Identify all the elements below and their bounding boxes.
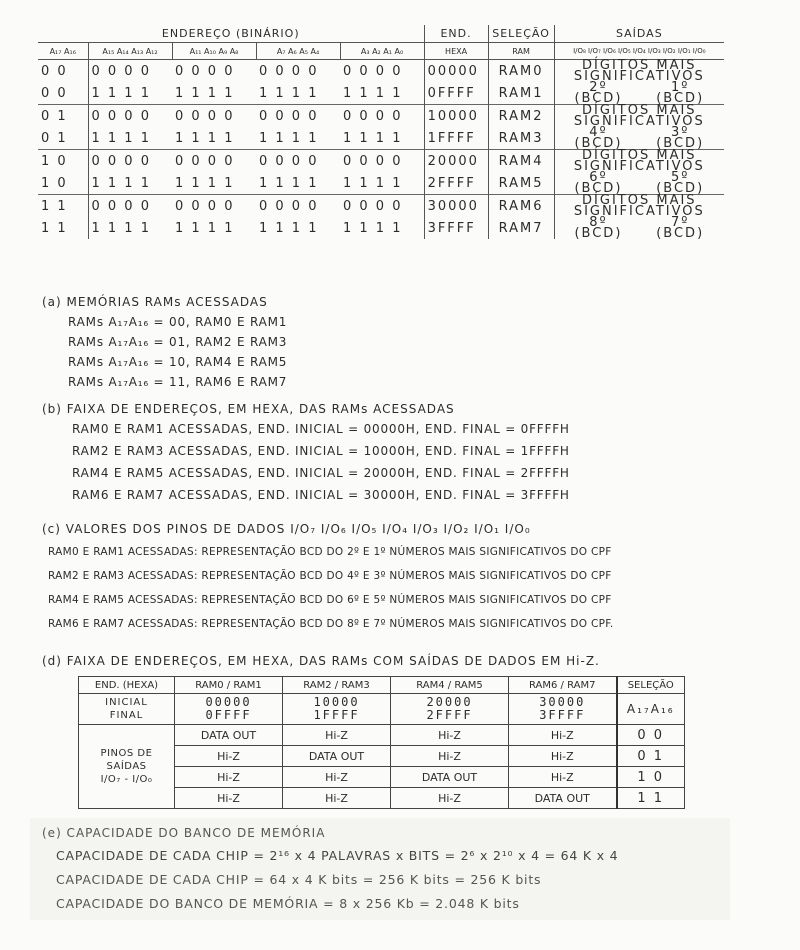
hex-address: 2FFFF <box>424 172 488 195</box>
addr-bits: 0 0 0 0 <box>172 105 256 128</box>
table-cell: DATA OUT <box>175 725 283 746</box>
digit-a: 4º <box>589 125 608 140</box>
addr-bits: 0 0 0 0 <box>340 195 424 218</box>
section-a-line: RAMs A₁₇A₁₆ = 01, RAM2 E RAM3 <box>68 335 288 349</box>
bcd-label: (BCD) <box>574 226 623 241</box>
selection-value: 0 1 <box>617 746 685 767</box>
addr-bits: 1 1 1 1 <box>175 175 235 191</box>
bcd-label: (BCD) <box>656 181 705 196</box>
ram-label: RAM5 <box>488 172 554 195</box>
addr-final: 0FFFF <box>205 708 252 722</box>
pins-label <box>79 725 175 809</box>
table-cell: DATA OUT <box>509 788 617 809</box>
addr-final: 1FFFF <box>313 708 360 722</box>
selection-header: A₁₇A₁₆ <box>617 694 685 725</box>
addr-bits: 0 0 0 0 <box>88 195 172 218</box>
output-description <box>554 195 724 240</box>
sub-header-a17-a16: A₁₇ A₁₆ <box>38 43 88 60</box>
table-cell: Hi-Z <box>283 788 391 809</box>
addr-bits: 1 1 1 1 <box>343 85 403 101</box>
section-e-line: CAPACIDADE DO BANCO DE MEMÓRIA = 8 x 256 Kb = 2.048 K bits <box>56 896 520 911</box>
table-cell: Hi-Z <box>391 725 509 746</box>
section-c-line: RAM2 E RAM3 ACESSADAS: REPRESENTAÇÃO BCD DO 4º E 3º NÚMEROS MAIS SIGNIFICATIVOS DO CPF <box>48 570 612 582</box>
sub-header-a7-a4: A₇ A₆ A₅ A₄ <box>256 43 340 60</box>
final-label: FINAL <box>109 710 144 721</box>
digit-a: 6º <box>589 170 608 185</box>
addr-bits: 1 1 1 1 <box>259 175 319 191</box>
pins-label-line: PINOS DE <box>100 748 153 759</box>
digit-a: 2º <box>589 80 608 95</box>
addr-bits: 1 1 1 1 <box>175 130 235 146</box>
addr-bits: 0 0 0 0 <box>172 60 256 83</box>
digit-b: 7º <box>670 215 690 230</box>
address-truth-table <box>38 25 724 239</box>
sub-header-io: I/O₈ I/O₇ I/O₆ I/O₅ I/O₄ I/O₃ I/O₂ I/O₁ I/O₀ <box>554 43 724 60</box>
inicial-label: INICIAL <box>105 697 148 708</box>
section-b-line: RAM0 E RAM1 ACESSADAS, END. INICIAL = 00000H, END. FINAL = 0FFFFH <box>72 422 570 436</box>
addr-bits: 1 1 <box>38 195 88 218</box>
addr-bits: 0 0 0 0 <box>340 60 424 83</box>
addr-bits: 1 1 <box>41 220 68 236</box>
section-e-title: (e) CAPACIDADE DO BANCO DE MEMÓRIA <box>42 826 326 840</box>
header-selecao: SELEÇÃO <box>488 25 554 43</box>
table-cell: Hi-Z <box>175 788 283 809</box>
bcd-label: (BCD) <box>574 136 623 151</box>
section-e-line: CAPACIDADE DE CADA CHIP = 64 x 4 K bits = 256 K bits = 256 K bits <box>56 872 542 887</box>
addr-bits: 1 1 1 1 <box>343 130 403 146</box>
sub-header-ram: RAM <box>488 43 554 60</box>
table-cell: Hi-Z <box>175 746 283 767</box>
hi-z-table <box>78 676 685 809</box>
d-header: RAM4 / RAM5 <box>391 677 509 694</box>
addr-bits: 1 0 <box>41 175 68 191</box>
addr-final: 2FFFF <box>426 708 473 722</box>
d-header: SELEÇÃO <box>617 677 685 694</box>
addr-bits: 0 0 0 0 <box>172 195 256 218</box>
table-cell: Hi-Z <box>283 725 391 746</box>
addr-bits: 0 0 0 0 <box>340 150 424 173</box>
addr-bits: 1 1 1 1 <box>88 82 172 105</box>
hex-address: 1FFFF <box>424 127 488 150</box>
table-cell: Hi-Z <box>509 725 617 746</box>
section-b-line: RAM2 E RAM3 ACESSADAS, END. INICIAL = 10000H, END. FINAL = 1FFFFH <box>72 444 570 458</box>
hex-address: 00000 <box>424 60 488 83</box>
d-header: RAM0 / RAM1 <box>175 677 283 694</box>
digit-b: 1º <box>670 80 690 95</box>
addr-bits: 1 1 1 1 <box>259 220 319 236</box>
section-e-line: CAPACIDADE DE CADA CHIP = 2¹⁶ x 4 PALAVRAS x BITS = 2⁶ x 2¹⁰ x 4 = 64 K x 4 <box>56 848 619 863</box>
sub-header-hexa: HEXA <box>424 43 488 60</box>
table-cell: Hi-Z <box>391 746 509 767</box>
header-end: END. <box>424 25 488 43</box>
bcd-label: (BCD) <box>574 181 623 196</box>
addr-bits: 0 1 <box>41 130 68 146</box>
section-a-line: RAMs A₁₇A₁₆ = 11, RAM6 E RAM7 <box>68 375 288 389</box>
addr-bits: 0 0 0 0 <box>88 60 172 83</box>
table-cell: Hi-Z <box>509 767 617 788</box>
addr-bits: 0 0 0 0 <box>88 105 172 128</box>
section-b-title: (b) FAIXA DE ENDEREÇOS, EM HEXA, DAS RAMs ACESSADAS <box>42 402 455 416</box>
d-header: RAM2 / RAM3 <box>283 677 391 694</box>
header-endereco: ENDEREÇO (BINÁRIO) <box>38 25 424 43</box>
section-a-title: (a) MEMÓRIAS RAMs ACESSADAS <box>42 295 268 309</box>
hex-address: 30000 <box>424 195 488 218</box>
table-cell: Hi-Z <box>509 746 617 767</box>
addr-init: 00000 <box>205 695 252 709</box>
addr-bits: 0 0 <box>38 60 88 83</box>
section-c-line: RAM0 E RAM1 ACESSADAS: REPRESENTAÇÃO BCD DO 2º E 1º NÚMEROS MAIS SIGNIFICATIVOS DO CPF <box>48 546 612 558</box>
hex-address: 20000 <box>424 150 488 173</box>
table-row <box>38 195 724 218</box>
table-row <box>38 150 724 173</box>
output-description <box>554 150 724 195</box>
addr-init: 20000 <box>426 695 473 709</box>
section-b-line: RAM4 E RAM5 ACESSADAS, END. INICIAL = 20000H, END. FINAL = 2FFFFH <box>72 466 570 480</box>
bcd-label: (BCD) <box>656 226 705 241</box>
ram-label: RAM6 <box>488 195 554 218</box>
addr-init: 10000 <box>313 695 360 709</box>
hex-address: 0FFFF <box>424 82 488 105</box>
selection-value: 0 0 <box>617 725 685 746</box>
addr-bits: 0 0 0 0 <box>340 105 424 128</box>
addr-bits: 1 0 <box>38 150 88 173</box>
sub-header-a15-a12: A₁₅ A₁₄ A₁₃ A₁₂ <box>88 43 172 60</box>
addr-bits: 0 1 <box>38 105 88 128</box>
bcd-label: (BCD) <box>574 91 623 106</box>
table-cell: DATA OUT <box>283 746 391 767</box>
output-title: DÍGITOS MAIS SIGNIFICATIVOS <box>573 103 705 129</box>
section-a-line: RAMs A₁₇A₁₆ = 00, RAM0 E RAM1 <box>68 315 288 329</box>
addr-bits: 1 1 1 1 <box>259 130 319 146</box>
ram-label: RAM1 <box>488 82 554 105</box>
addr-bits: 1 1 1 1 <box>175 220 235 236</box>
pins-label-line: SAÍDAS <box>106 761 147 772</box>
digit-a: 8º <box>589 215 608 230</box>
addr-init: 30000 <box>539 695 586 709</box>
addr-bits: 1 1 1 1 <box>259 85 319 101</box>
addr-bits: 0 0 0 0 <box>256 150 340 173</box>
table-row <box>79 725 685 746</box>
d-header: END. (HEXA) <box>79 677 175 694</box>
output-title: DÍGITOS MAIS SIGNIFICATIVOS <box>573 193 705 219</box>
d-header: RAM6 / RAM7 <box>509 677 617 694</box>
addr-bits: 1 1 1 1 <box>88 172 172 195</box>
addr-bits: 0 0 0 0 <box>172 150 256 173</box>
addr-bits: 0 0 0 0 <box>256 195 340 218</box>
ram-label: RAM3 <box>488 127 554 150</box>
table-cell: Hi-Z <box>391 788 509 809</box>
digit-b: 5º <box>670 170 690 185</box>
table-cell: DATA OUT <box>391 767 509 788</box>
addr-bits: 0 0 0 0 <box>256 105 340 128</box>
hex-address: 3FFFF <box>424 217 488 239</box>
sub-header-a3-a0: A₃ A₂ A₁ A₀ <box>340 43 424 60</box>
bcd-label: (BCD) <box>656 136 705 151</box>
addr-bits: 1 1 1 1 <box>175 85 235 101</box>
addr-bits: 1 1 1 1 <box>343 175 403 191</box>
table-cell: Hi-Z <box>283 767 391 788</box>
output-description <box>554 60 724 105</box>
ram-label: RAM7 <box>488 217 554 239</box>
ram-label: RAM2 <box>488 105 554 128</box>
table-cell: Hi-Z <box>175 767 283 788</box>
section-d-title: (d) FAIXA DE ENDEREÇOS, EM HEXA, DAS RAMs COM SAÍDAS DE DADOS EM Hi-Z. <box>42 654 600 668</box>
addr-bits: 0 0 0 0 <box>256 60 340 83</box>
sub-header-a11-a8: A₁₁ A₁₀ A₉ A₈ <box>172 43 256 60</box>
pins-label-line: I/O₇ - I/O₀ <box>100 774 153 785</box>
output-description <box>554 105 724 150</box>
section-b-line: RAM6 E RAM7 ACESSADAS, END. INICIAL = 30000H, END. FINAL = 3FFFFH <box>72 488 570 502</box>
addr-bits: 1 1 1 1 <box>343 220 403 236</box>
ram-label: RAM0 <box>488 60 554 83</box>
section-c-title: (c) VALORES DOS PINOS DE DADOS I/O₇ I/O₆ I/O₅ I/O₄ I/O₃ I/O₂ I/O₁ I/O₀ <box>42 522 531 536</box>
addr-final: 3FFFF <box>539 708 586 722</box>
section-a-line: RAMs A₁₇A₁₆ = 10, RAM4 E RAM5 <box>68 355 288 369</box>
table-row <box>38 60 724 83</box>
addr-bits: 1 1 1 1 <box>88 217 172 239</box>
table-row <box>38 105 724 128</box>
hex-address: 10000 <box>424 105 488 128</box>
section-c-line: RAM4 E RAM5 ACESSADAS: REPRESENTAÇÃO BCD DO 6º E 5º NÚMEROS MAIS SIGNIFICATIVOS DO CPF <box>48 594 612 606</box>
output-title: DÍGITOS MAIS SIGNIFICATIVOS <box>573 148 705 174</box>
section-c-line: RAM6 E RAM7 ACESSADAS: REPRESENTAÇÃO BCD DO 8º E 7º NÚMEROS MAIS SIGNIFICATIVOS DO CPF. <box>48 618 614 630</box>
output-title: DÍGITOS MAIS SIGNIFICATIVOS <box>573 58 705 84</box>
selection-value: 1 1 <box>617 788 685 809</box>
header-saidas: SAÍDAS <box>554 25 724 43</box>
digit-b: 3º <box>670 125 690 140</box>
ram-label: RAM4 <box>488 150 554 173</box>
selection-value: 1 0 <box>617 767 685 788</box>
addr-bits: 0 0 <box>41 85 68 101</box>
addr-bits: 0 0 0 0 <box>88 150 172 173</box>
addr-bits: 1 1 1 1 <box>88 127 172 150</box>
bcd-label: (BCD) <box>656 91 705 106</box>
